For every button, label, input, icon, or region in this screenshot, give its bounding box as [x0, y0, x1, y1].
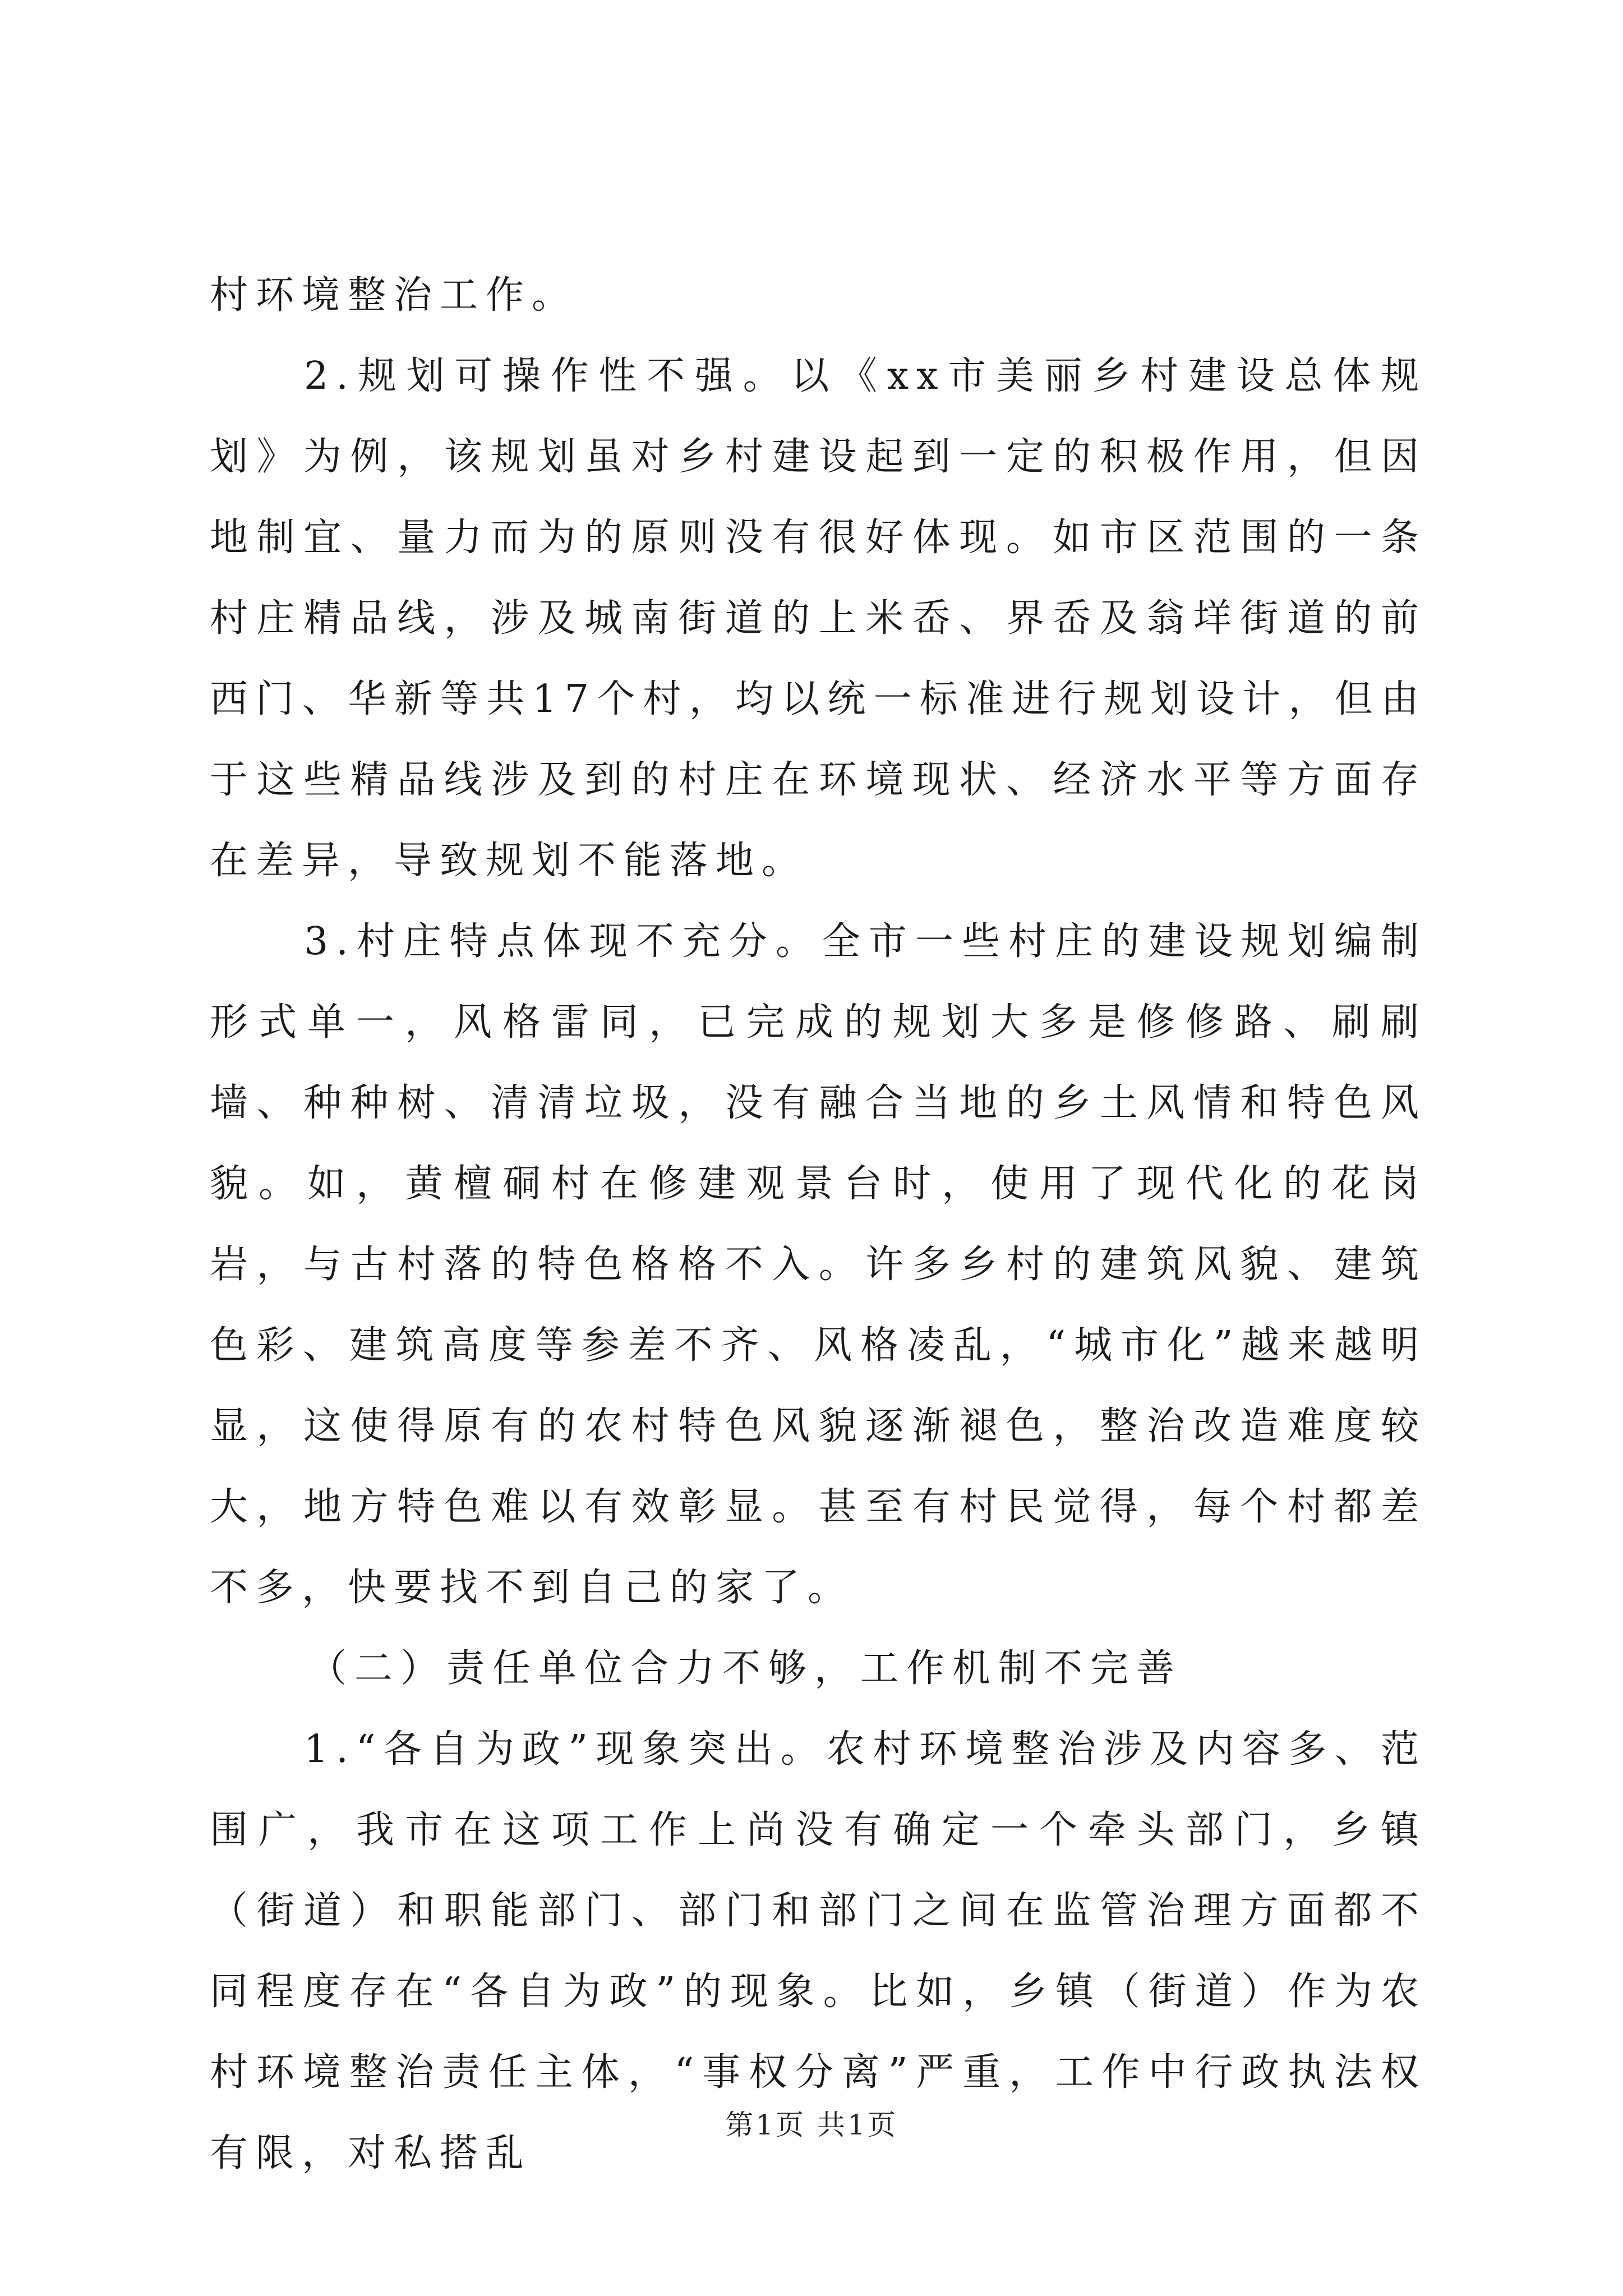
section-heading: （二）责任单位合力不够，工作机制不完善	[308, 1646, 1183, 1691]
paragraph-continuation: 村环境整治工作。	[210, 273, 578, 318]
paragraph-village-features: 3.村庄特点体现不充分。全市一些村庄的建设规划编制形式单一，风格雷同，已完成的规划大多是修修路、刷刷墙、种种树、清清垃圾，没有融合当地的乡土风情和特色风貌。如，黄檀硐村在修建观景台时，使用了现代化的花岗岩，与古村落的特色格格不入。许多乡村的建筑风貌、建筑色彩、建筑高度等参差不齐、风格凌乱，“城市化”越来越明显，这使得原有的农村特色风貌逐渐褪色，整治改造难度较大，地方特色难以有效彰显。甚至有村民觉得，每个村都差不多，快要找不到自己的家了。	[210, 919, 1427, 1610]
paragraph-separate-governance: 1.“各自为政”现象突出。农村环境整治涉及内容多、范围广，我市在这项工作上尚没有确定一个牵头部门，乡镇（街道）和职能部门、部门和部门之间在监管治理方面都不同程度存在“各自为政”的现象。比如，乡镇（街道）作为农村环境整治责任主体，“事权分离”严重，工作中行政执法权有限，对私搭乱	[210, 1727, 1427, 2175]
page-footer: 第1页 共1页	[725, 2109, 898, 2141]
document-body	[210, 255, 1427, 2194]
paragraph-planning-operability: 2.规划可操作性不强。以《xx市美丽乡村建设总体规划》为例，该规划虽对乡村建设起到一定的积极作用，但因地制宜、量力而为的原则没有很好体现。如市区范围的一条村庄精品线，涉及城南街道的上米岙、界岙及翁垟街道的前西门、华新等共17个村，均以统一标准进行规划设计，但由于这些精品线涉及到的村庄在环境现状、经济水平等方面存在差异，导致规划不能落地。	[210, 354, 1427, 883]
